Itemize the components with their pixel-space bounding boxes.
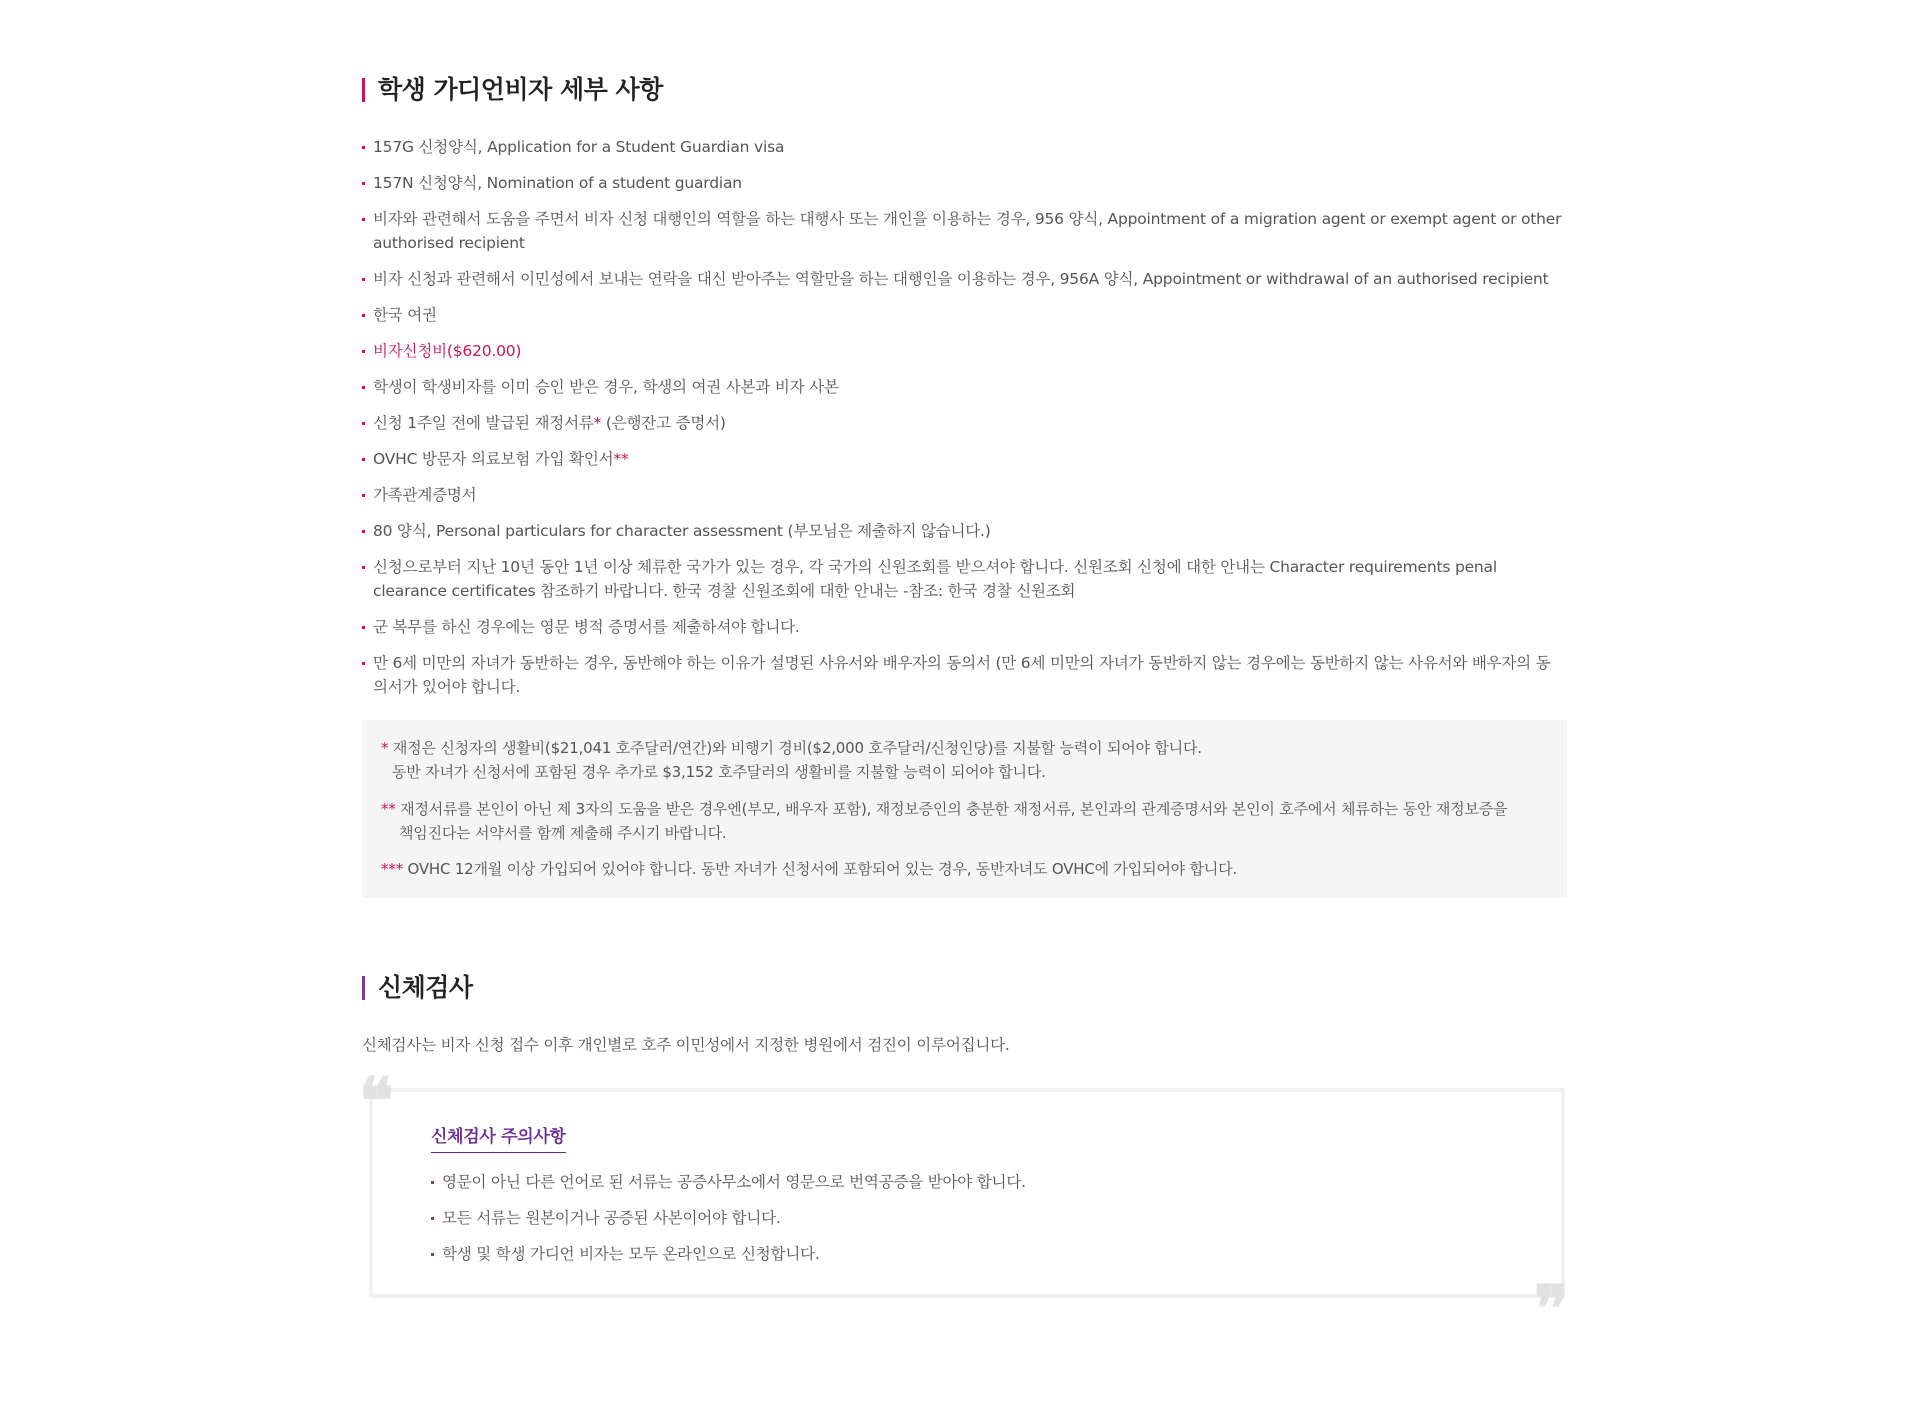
footnote-1 [381,736,1202,784]
list-item: 비자 신청과 관련해서 이민성에서 보내는 연락을 대신 받아주는 역할만을 하는 대행인을 이용하는 경우, 956A 양식, Appointment or withdrawal of an authorised recipient [362,267,1562,291]
list-item-text: 신청 1주일 전에 발급된 재정서류 [373,414,594,432]
list-item [362,447,1562,471]
list-item: 신청으로부터 지난 10년 동안 1년 이상 체류한 국가가 있는 경우, 각 국가의 신원조회를 받으셔야 합니다. 신원조회 신청에 대한 안내는 Character requirements penal clearance certificates 참조하기 바랍니다. 한국 경찰 신원조회에 대한 안내는 -참조: 한국 경찰 신원조회 [362,555,1562,603]
footnote-mark: *** [381,860,403,878]
footnote-mark: * [593,414,602,432]
footnote-mark: ** [381,800,396,818]
list-item [362,411,1562,435]
list-item: 157G 신청양식, Application for a Student Guardian visa [362,135,1562,159]
footnote-text-line2: 책임진다는 서약서를 함께 제출해 주시기 바랍니다. [399,824,727,842]
list-item: 157N 신청양식, Nomination of a student guardian [362,171,1562,195]
list-item: 가족관계증명서 [362,483,1562,507]
list-item-suffix: (은행잔고 증명서) [601,414,726,432]
medical-notice-box [369,1088,1565,1298]
list-item: 영문이 아닌 다른 언어로 된 서류는 공증사무소에서 영문으로 번역공증을 받아야 합니다. [431,1170,1026,1194]
list-item: 학생이 학생비자를 이미 승인 받은 경우, 학생의 여권 사본과 비자 사본 [362,375,1562,399]
footnote-text: 재정은 신청자의 생활비($21,041 호주달러/연간)와 비행기 경비($2,000 호주달러/신청인당)를 지불할 능력이 되어야 합니다. [388,739,1202,757]
section-title-guardian-visa: 학생 가디언비자 세부 사항 [362,76,663,104]
footnote-2 [381,797,1507,845]
list-item: 80 양식, Personal particulars for character assessment (부모님은 제출하지 않습니다.) [362,519,1562,543]
open-quote-icon: ❝ [359,1064,394,1139]
medical-notice-list [431,1170,1026,1278]
list-item: 만 6세 미만의 자녀가 동반하는 경우, 동반해야 하는 이유가 설명된 사유서와 배우자의 동의서 (만 6세 미만의 자녀가 동반하지 않는 경우에는 동반하지 않는 사유서와 배우자의 동의서가 있어야 합니다. [362,651,1562,699]
footnote-3 [381,857,1237,881]
medical-intro-text: 신체검사는 비자 신청 접수 이후 개인별로 호주 이민성에서 지정한 병원에서 검진이 이루어집니다. [362,1036,1010,1054]
list-item: 군 복무를 하신 경우에는 영문 병적 증명서를 제출하셔야 합니다. [362,615,1562,639]
footnote-text: 재정서류를 본인이 아닌 제 3자의 도움을 받은 경우엔(부모, 배우자 포함), 재정보증인의 충분한 재정서류, 본인과의 관계증명서와 본인이 호주에서 체류하는 동안 재정보증을 [395,800,1508,818]
footnote-text: OVHC 12개월 이상 가입되어 있어야 합니다. 동반 자녀가 신청서에 포함되어 있는 경우, 동반자녀도 OVHC에 가입되어야 합니다. [402,860,1237,878]
footnotes-box [362,720,1567,898]
list-item: 학생 및 학생 가디언 비자는 모두 온라인으로 신청합니다. [431,1242,1026,1266]
list-item: 한국 여권 [362,303,1562,327]
section-title-medical-exam: 신체검사 [362,974,473,1002]
list-item: 비자와 관련해서 도움을 주면서 비자 신청 대행인의 역할을 하는 대행사 또는 개인을 이용하는 경우, 956 양식, Appointment of a migration agent or exempt agent or other authorised recipient [362,207,1562,255]
visa-fee-link[interactable]: 비자신청비($620.00) [362,339,1562,363]
list-item: 모든 서류는 원본이거나 공증된 사본이어야 합니다. [431,1206,1026,1230]
footnote-text-line2: 동반 자녀가 신청서에 포함된 경우 추가로 $3,152 호주달러의 생활비를 지불할 능력이 되어야 합니다. [392,763,1046,781]
medical-notice-title: 신체검사 주의사항 [431,1122,566,1153]
close-quote-icon: ❞ [1534,1272,1569,1347]
required-documents-list [362,135,1562,711]
list-item-text: OVHC 방문자 의료보험 가입 확인서 [373,450,614,468]
footnote-mark: ** [613,450,629,468]
footnote-mark: * [381,739,389,757]
